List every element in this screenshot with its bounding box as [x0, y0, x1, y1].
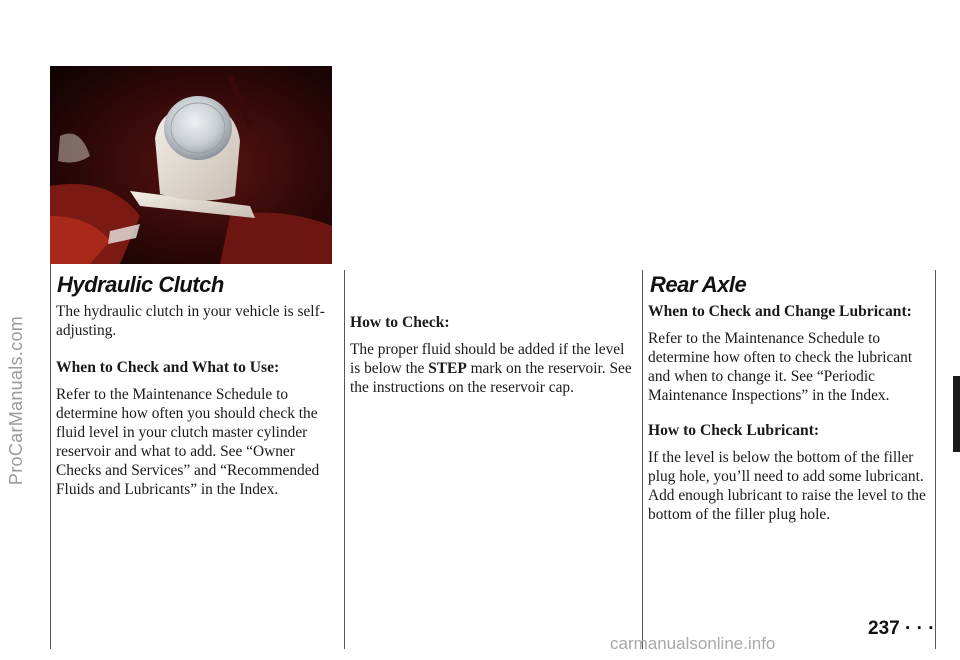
reservoir-photo-image [50, 66, 332, 264]
column-rule-1 [50, 264, 51, 649]
column-rule-2 [344, 270, 345, 649]
page-number [868, 618, 935, 640]
axle-column [648, 302, 933, 536]
clutch-title: Hydraulic Clutch [57, 272, 224, 297]
axle-when-heading: When to Check and Change Lubricant: [648, 303, 912, 320]
column-rule-4 [935, 270, 936, 649]
clutch-column [56, 302, 340, 511]
clutch-how-text-before: The proper fluid should be added if the level is below the [350, 341, 625, 377]
section-tab-marker [953, 376, 960, 452]
clutch-when-text: Refer to the Maintenance Schedule to determine how often you should check the fluid level in your clutch master cylinder reservoir and what to add. See “Owner Checks and Services” and “Recommended Fluids and Lubricants” in the Index. [56, 386, 320, 498]
axle-how-heading: How to Check Lubricant: [648, 422, 820, 439]
page-number-value: 237 [868, 618, 900, 639]
side-watermark [2, 140, 32, 660]
footer-watermark: carmanualsonline.info [610, 634, 776, 653]
step-mark: STEP [428, 360, 467, 377]
watermark-text: ProCarManuals.com [6, 315, 27, 485]
clutch-how-text [350, 340, 632, 397]
axle-title: Rear Axle [650, 272, 747, 297]
axle-how-text: If the level is below the bottom of the filler plug hole, you’ll need to add some lubricant. Add enough lubricant to raise the level to the bottom of the filler plug hole. [648, 449, 926, 523]
clutch-how-text-after: mark on the reservoir. See the instructions on the reservoir cap. [350, 360, 632, 396]
clutch-when-heading: When to Check and What to Use: [56, 359, 280, 376]
column-rule-3 [642, 270, 643, 649]
clutch-how-heading: How to Check: [350, 314, 450, 331]
page-number-dots: · · · [904, 618, 935, 639]
axle-when-text: Refer to the Maintenance Schedule to determine how often to check the lubricant and when to change it. See “Periodic Maintenance Inspections” in the Index. [648, 330, 913, 404]
clutch-intro: The hydraulic clutch in your vehicle is self-adjusting. [56, 303, 325, 339]
clutch-how-column [350, 313, 632, 409]
reservoir-photo [50, 66, 332, 264]
